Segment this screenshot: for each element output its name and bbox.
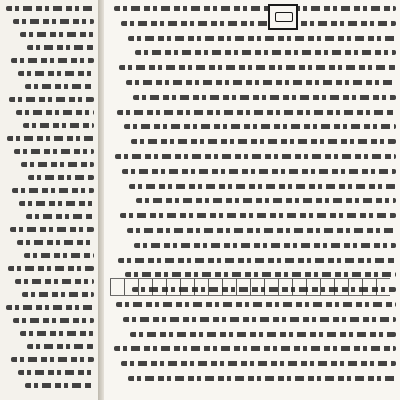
manuscript-line: [11, 357, 94, 362]
manuscript-line: [27, 344, 94, 349]
manuscript-line: [135, 50, 396, 55]
manuscript-line: [25, 383, 94, 388]
manuscript-line: [128, 376, 396, 381]
manuscript-line: [120, 213, 396, 218]
manuscript-line: [116, 302, 396, 307]
manuscript-line: [9, 97, 94, 102]
manuscript-line: [18, 370, 94, 375]
manuscript-line: [28, 175, 94, 180]
right-manuscript-page: [104, 0, 400, 400]
manuscript-line: [19, 201, 94, 206]
manuscript-line: [20, 331, 94, 336]
manuscript-line: [16, 110, 94, 115]
manuscript-line: [124, 124, 396, 129]
manuscript-line: [117, 110, 396, 115]
manuscript-line: [119, 65, 396, 70]
manuscript-line: [13, 318, 94, 323]
manuscript-line: [13, 19, 94, 24]
manuscript-line: [127, 228, 396, 233]
manuscript-line: [8, 266, 94, 271]
manuscript-line: [121, 361, 396, 366]
left-manuscript-page: [0, 0, 98, 400]
manuscript-line: [24, 253, 94, 258]
manuscript-line: [15, 279, 94, 284]
manuscript-line: [131, 139, 396, 144]
manuscript-line: [22, 292, 94, 297]
manuscript-line: [126, 80, 396, 85]
manuscript-line: [123, 317, 396, 322]
manuscript-line: [7, 136, 94, 141]
manuscript-line: [20, 32, 94, 37]
manuscript-line: [136, 198, 396, 203]
manuscript-line: [130, 332, 396, 337]
manuscript-line: [11, 58, 94, 63]
manuscript-line: [125, 272, 396, 277]
manuscript-line: [129, 184, 396, 189]
manuscript-line: [114, 6, 396, 11]
manuscript-line: [6, 6, 94, 11]
manuscript-line: [21, 162, 94, 167]
manuscript-line: [17, 240, 94, 245]
manuscript-line: [122, 169, 396, 174]
manuscript-line: [118, 258, 396, 263]
manuscript-line: [18, 71, 94, 76]
manuscript-line: [12, 188, 94, 193]
manuscript-line: [23, 123, 94, 128]
manuscript-line: [10, 227, 94, 232]
manuscript-line: [114, 346, 396, 351]
manuscript-line: [133, 95, 396, 100]
manuscript-line: [121, 21, 396, 26]
manuscript-line: [26, 214, 94, 219]
manuscript-line: [115, 154, 396, 159]
manuscript-line: [134, 243, 396, 248]
manuscript-line: [14, 149, 94, 154]
manuscript-line: [27, 45, 94, 50]
cipher-row: [110, 278, 390, 296]
manuscript-line: [6, 305, 94, 310]
seal-frame-icon: [268, 4, 298, 30]
manuscript-line: [25, 84, 94, 89]
manuscript-line: [128, 36, 396, 41]
